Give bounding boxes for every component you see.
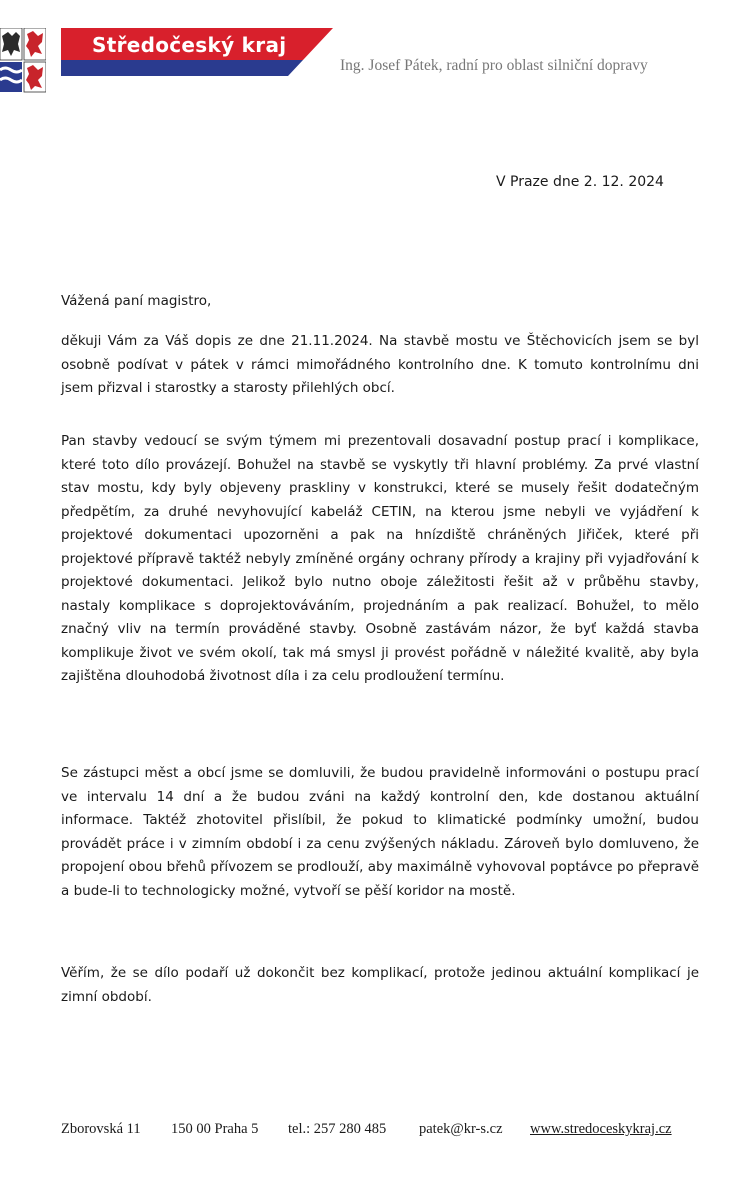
footer-street: Zborovská 11: [61, 1121, 141, 1137]
paragraph-4: Věřím, že se dílo podaří už dokončit bez komplikací, protože jedinou aktuální komplikací je zimní období.: [61, 965, 699, 1005]
footer-contact: [61, 1121, 691, 1141]
footer-website-link[interactable]: www.stredoceskykraj.cz: [530, 1121, 672, 1137]
paragraph-2: Pan stavby vedoucí se svým týmem mi prezentovali dosavadní postup prací i komplikace, které toto dílo provázejí. Bohužel na stavbě se vyskytly tři hlavní problémy. Za prvé vlastní stav mostu, kdy byly objeveny praskliny v konstrukci, které se musely řešit dodatečným předpětím, za druhé nevyhovující kabeláž CETIN, na kterou jsme nebyli ve vyjádření k projektové dokumentaci upozorněni a pak na hnízdiště chráněných Jiřiček, které při projektové přípravě taktéž nebyly zmíněné orgány ochrany přírody a krajiny při vyjadřování k projektové dokumentaci. Jelikož bylo nutno oboje záležitosti řešit až v průběhu stavby, nastaly komplikace s doprojektováváním, projednáním a pak realizací. Bohužel, to mělo značný vliv na termín prováděné stavby. Osobně zastávám názor, že byť každá stavba komplikuje život ve svém okolí, tak má smysl ji provést pořádně v náležité kvalitě, aby byla zajištěna dlouhodobá životnost díla i za celu prodloužení termínu.: [61, 433, 699, 684]
footer-city: 150 00 Praha 5: [171, 1121, 259, 1137]
footer-email[interactable]: patek@kr-s.cz: [419, 1121, 503, 1137]
official-name: Ing. Josef Pátek, radní pro oblast silniční dopravy: [340, 57, 648, 74]
brand-title: Středočeský kraj: [92, 33, 287, 57]
paragraph-1: děkuji Vám za Váš dopis ze dne 21.11.2024. Na stavbě mostu ve Štěchovicích jsem se byl osobně podívat v pátek v rámci mimořádného kontrolního dne. K tomuto kontrolnímu dni jsem přizval i starostky a starosty přilehlých obcí.: [61, 333, 699, 396]
footer-phone: tel.: 257 280 485: [288, 1121, 387, 1137]
paragraph-3: Se zástupci měst a obcí jsme se domluvili, že budou pravidelně informováni o postupu prací ve intervalu 14 dní a že budou zváni na každý kontrolní den, kde dostanou aktuální informace. Taktéž zhotovitel přislíbil, že pokud to klimatické podmínky umožní, budou provádět práce i v zimním období i za cenu zvýšených nákladu. Zároveň bylo domluveno, že propojení obou břehů přívozem se prodlouží, aby maximálně vyhovoval poptávce po přepravě a bude-li to technologicky možné, vytvoří se pěší koridor na mostě.: [61, 765, 699, 899]
greeting: Vážená paní magistro,: [61, 293, 212, 309]
coat-of-arms-icon: [0, 28, 46, 94]
letter-date: V Praze dne 2. 12. 2024: [496, 174, 664, 190]
